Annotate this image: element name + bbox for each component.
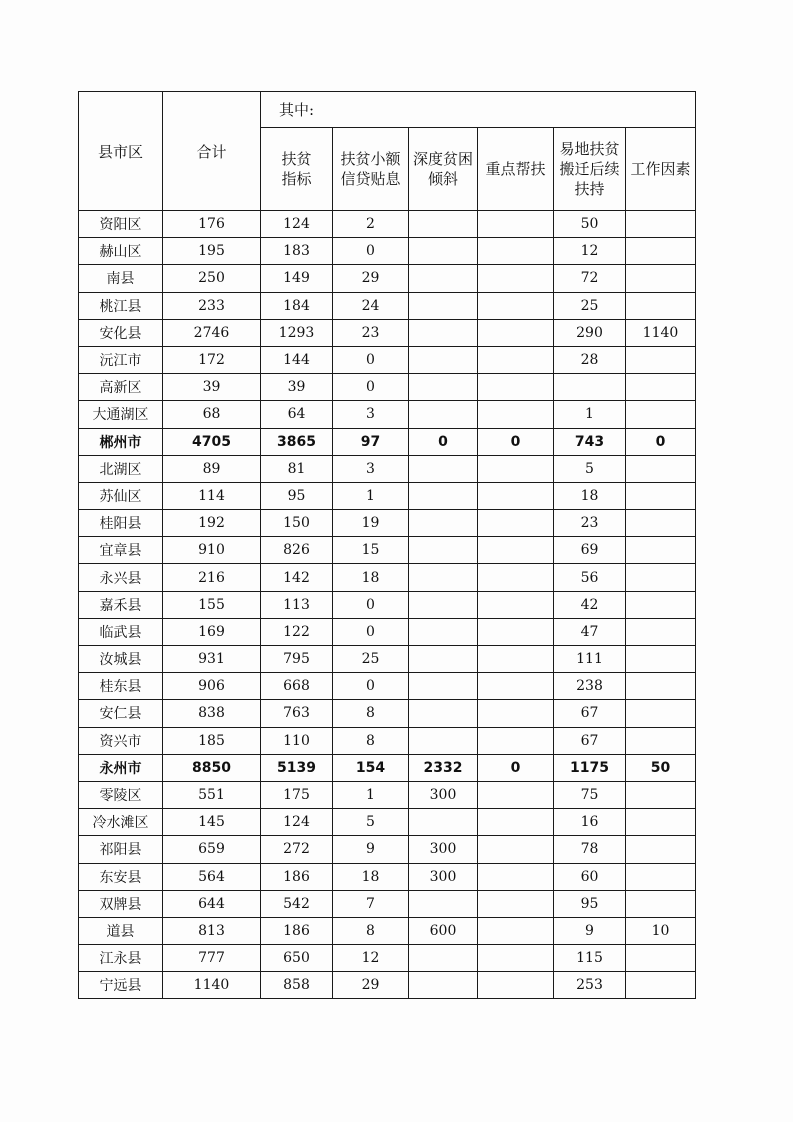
table-row: [79, 646, 696, 673]
work-factor-cell: [626, 537, 696, 564]
county-cell: 大通湖区: [79, 401, 163, 428]
county-cell: 汝城县: [79, 646, 163, 673]
table-row: [79, 482, 696, 509]
poverty-index-cell: 39: [261, 374, 333, 401]
county-cell: 道县: [79, 917, 163, 944]
header-poverty-index: [261, 128, 333, 211]
poverty-index-cell: 272: [261, 836, 333, 863]
work-factor-cell: [626, 945, 696, 972]
poverty-index-cell: 186: [261, 863, 333, 890]
table-row: [79, 809, 696, 836]
relocation-cell: 115: [554, 945, 626, 972]
total-cell: 169: [163, 618, 261, 645]
deep-poverty-cell: [409, 673, 478, 700]
total-cell: 250: [163, 265, 261, 292]
key-support-cell: [478, 809, 554, 836]
poverty-index-cell: 542: [261, 890, 333, 917]
header-relocation: [554, 128, 626, 211]
deep-poverty-cell: [409, 346, 478, 373]
work-factor-cell: [626, 346, 696, 373]
deep-poverty-cell: 600: [409, 917, 478, 944]
key-support-cell: [478, 945, 554, 972]
key-support-cell: [478, 890, 554, 917]
deep-poverty-cell: [409, 292, 478, 319]
table-body: [79, 211, 696, 999]
total-cell: 145: [163, 809, 261, 836]
deep-poverty-cell: 2332: [409, 754, 478, 781]
table-row: [79, 618, 696, 645]
relocation-cell: 23: [554, 510, 626, 537]
deep-poverty-cell: [409, 646, 478, 673]
table-row: [79, 537, 696, 564]
work-factor-cell: [626, 455, 696, 482]
poverty-index-cell: 763: [261, 700, 333, 727]
relocation-cell: 67: [554, 727, 626, 754]
relocation-cell: 25: [554, 292, 626, 319]
table-row: [79, 781, 696, 808]
deep-poverty-cell: [409, 809, 478, 836]
poverty-index-cell: 175: [261, 781, 333, 808]
poverty-index-cell: 95: [261, 482, 333, 509]
county-cell: 嘉禾县: [79, 591, 163, 618]
work-factor-cell: [626, 863, 696, 890]
deep-poverty-cell: [409, 727, 478, 754]
relocation-cell: 67: [554, 700, 626, 727]
work-factor-cell: [626, 292, 696, 319]
header-poverty-index-text: 扶贫 指标: [281, 150, 312, 188]
relocation-cell: 47: [554, 618, 626, 645]
poverty-index-cell: 144: [261, 346, 333, 373]
total-cell: 68: [163, 401, 261, 428]
county-cell: 祁阳县: [79, 836, 163, 863]
microcredit-cell: 29: [333, 265, 409, 292]
relocation-cell: 1: [554, 401, 626, 428]
work-factor-cell: [626, 591, 696, 618]
relocation-cell: 78: [554, 836, 626, 863]
deep-poverty-cell: 0: [409, 428, 478, 455]
poverty-index-cell: 149: [261, 265, 333, 292]
work-factor-cell: 0: [626, 428, 696, 455]
header-of-which: 其中:: [261, 92, 696, 128]
key-support-cell: [478, 564, 554, 591]
work-factor-cell: [626, 836, 696, 863]
microcredit-cell: 5: [333, 809, 409, 836]
table-row: [79, 700, 696, 727]
total-cell: 2746: [163, 319, 261, 346]
deep-poverty-cell: [409, 537, 478, 564]
key-support-cell: [478, 727, 554, 754]
county-cell: 永兴县: [79, 564, 163, 591]
work-factor-cell: [626, 781, 696, 808]
county-cell: 桃江县: [79, 292, 163, 319]
key-support-cell: [478, 510, 554, 537]
county-cell: 江永县: [79, 945, 163, 972]
work-factor-cell: [626, 564, 696, 591]
work-factor-cell: [626, 265, 696, 292]
poverty-index-cell: 3865: [261, 428, 333, 455]
poverty-index-cell: 186: [261, 917, 333, 944]
key-support-cell: [478, 863, 554, 890]
header-relocation-text: 易地扶贫 搬迁后续 扶持: [559, 140, 620, 198]
poverty-index-cell: 110: [261, 727, 333, 754]
microcredit-cell: 15: [333, 537, 409, 564]
county-cell: 郴州市: [79, 428, 163, 455]
table-row: [79, 917, 696, 944]
total-cell: 644: [163, 890, 261, 917]
microcredit-cell: 1: [333, 781, 409, 808]
key-support-cell: [478, 673, 554, 700]
total-cell: 910: [163, 537, 261, 564]
poverty-index-cell: 184: [261, 292, 333, 319]
total-cell: 564: [163, 863, 261, 890]
poverty-index-cell: 124: [261, 809, 333, 836]
relocation-cell: 16: [554, 809, 626, 836]
relocation-cell: 111: [554, 646, 626, 673]
county-cell: 桂阳县: [79, 510, 163, 537]
table-row: [79, 238, 696, 265]
relocation-cell: 9: [554, 917, 626, 944]
relocation-cell: 18: [554, 482, 626, 509]
microcredit-cell: 1: [333, 482, 409, 509]
work-factor-cell: 50: [626, 754, 696, 781]
poverty-index-cell: 1293: [261, 319, 333, 346]
key-support-cell: [478, 781, 554, 808]
county-cell: 零陵区: [79, 781, 163, 808]
work-factor-cell: [626, 618, 696, 645]
deep-poverty-cell: [409, 945, 478, 972]
county-cell: 桂东县: [79, 673, 163, 700]
county-cell: 赫山区: [79, 238, 163, 265]
header-total: 合计: [163, 92, 261, 211]
total-cell: 659: [163, 836, 261, 863]
microcredit-cell: 8: [333, 700, 409, 727]
key-support-cell: 0: [478, 754, 554, 781]
county-cell: 东安县: [79, 863, 163, 890]
table-row: [79, 319, 696, 346]
total-cell: 777: [163, 945, 261, 972]
total-cell: 114: [163, 482, 261, 509]
table-row: [79, 863, 696, 890]
table-row: [79, 673, 696, 700]
county-cell: 安化县: [79, 319, 163, 346]
total-cell: 4705: [163, 428, 261, 455]
poverty-index-cell: 183: [261, 238, 333, 265]
key-support-cell: [478, 401, 554, 428]
microcredit-cell: 154: [333, 754, 409, 781]
key-support-cell: [478, 238, 554, 265]
total-cell: 931: [163, 646, 261, 673]
table-row: [79, 510, 696, 537]
work-factor-cell: [626, 700, 696, 727]
county-cell: 宜章县: [79, 537, 163, 564]
deep-poverty-cell: [409, 510, 478, 537]
relocation-cell: 72: [554, 265, 626, 292]
key-support-cell: [478, 211, 554, 238]
header-deep-poverty-text: 深度贫困 倾斜: [412, 150, 473, 188]
table-row: [79, 591, 696, 618]
microcredit-cell: 0: [333, 238, 409, 265]
total-cell: 195: [163, 238, 261, 265]
microcredit-cell: 18: [333, 863, 409, 890]
work-factor-cell: [626, 510, 696, 537]
header-work-factor-text: 工作因素: [630, 160, 691, 178]
microcredit-cell: 3: [333, 455, 409, 482]
total-cell: 39: [163, 374, 261, 401]
key-support-cell: 0: [478, 428, 554, 455]
total-cell: 1140: [163, 972, 261, 999]
microcredit-cell: 7: [333, 890, 409, 917]
deep-poverty-cell: 300: [409, 781, 478, 808]
key-support-cell: [478, 455, 554, 482]
header-work-factor: [626, 128, 696, 211]
poverty-index-cell: 122: [261, 618, 333, 645]
relocation-cell: 60: [554, 863, 626, 890]
deep-poverty-cell: [409, 374, 478, 401]
deep-poverty-cell: 300: [409, 836, 478, 863]
header-microcredit-text: 扶贫小额 信贷贴息: [340, 150, 401, 188]
county-cell: 宁远县: [79, 972, 163, 999]
poverty-index-cell: 668: [261, 673, 333, 700]
work-factor-cell: [626, 374, 696, 401]
deep-poverty-cell: [409, 319, 478, 346]
work-factor-cell: [626, 482, 696, 509]
work-factor-cell: 1140: [626, 319, 696, 346]
table-row: [79, 211, 696, 238]
work-factor-cell: [626, 673, 696, 700]
key-support-cell: [478, 537, 554, 564]
deep-poverty-cell: [409, 482, 478, 509]
key-support-cell: [478, 482, 554, 509]
microcredit-cell: 23: [333, 319, 409, 346]
microcredit-cell: 0: [333, 374, 409, 401]
key-support-cell: [478, 917, 554, 944]
poverty-index-cell: 795: [261, 646, 333, 673]
deep-poverty-cell: [409, 564, 478, 591]
county-cell: 永州市: [79, 754, 163, 781]
poverty-index-cell: 650: [261, 945, 333, 972]
relocation-cell: 743: [554, 428, 626, 455]
microcredit-cell: 97: [333, 428, 409, 455]
total-cell: 8850: [163, 754, 261, 781]
table-row: [79, 292, 696, 319]
table-row: [79, 455, 696, 482]
poverty-index-cell: 826: [261, 537, 333, 564]
relocation-cell: 1175: [554, 754, 626, 781]
work-factor-cell: 10: [626, 917, 696, 944]
microcredit-cell: 8: [333, 727, 409, 754]
county-cell: 南县: [79, 265, 163, 292]
microcredit-cell: 3: [333, 401, 409, 428]
total-cell: 185: [163, 727, 261, 754]
deep-poverty-cell: [409, 265, 478, 292]
microcredit-cell: 18: [333, 564, 409, 591]
key-support-cell: [478, 591, 554, 618]
allocation-table: [78, 91, 696, 999]
key-support-cell: [478, 292, 554, 319]
header-microcredit: [333, 128, 409, 211]
microcredit-cell: 8: [333, 917, 409, 944]
microcredit-cell: 12: [333, 945, 409, 972]
county-cell: 临武县: [79, 618, 163, 645]
county-cell: 双牌县: [79, 890, 163, 917]
key-support-cell: [478, 374, 554, 401]
deep-poverty-cell: [409, 211, 478, 238]
table-row: [79, 374, 696, 401]
table-row: [79, 265, 696, 292]
relocation-cell: 238: [554, 673, 626, 700]
deep-poverty-cell: [409, 455, 478, 482]
key-support-cell: [478, 700, 554, 727]
total-cell: 176: [163, 211, 261, 238]
table-row: [79, 564, 696, 591]
key-support-cell: [478, 972, 554, 999]
relocation-cell: 69: [554, 537, 626, 564]
key-support-cell: [478, 346, 554, 373]
work-factor-cell: [626, 727, 696, 754]
county-cell: 资兴市: [79, 727, 163, 754]
county-cell: 高新区: [79, 374, 163, 401]
total-cell: 216: [163, 564, 261, 591]
microcredit-cell: 0: [333, 618, 409, 645]
table-row: [79, 972, 696, 999]
deep-poverty-cell: 300: [409, 863, 478, 890]
work-factor-cell: [626, 890, 696, 917]
microcredit-cell: 0: [333, 591, 409, 618]
key-support-cell: [478, 265, 554, 292]
total-cell: 813: [163, 917, 261, 944]
header-county: 县市区: [79, 92, 163, 211]
work-factor-cell: [626, 972, 696, 999]
relocation-cell: 75: [554, 781, 626, 808]
microcredit-cell: 29: [333, 972, 409, 999]
deep-poverty-cell: [409, 700, 478, 727]
deep-poverty-cell: [409, 238, 478, 265]
poverty-index-cell: 150: [261, 510, 333, 537]
county-cell: 苏仙区: [79, 482, 163, 509]
county-cell: 冷水滩区: [79, 809, 163, 836]
key-support-cell: [478, 618, 554, 645]
key-support-cell: [478, 836, 554, 863]
poverty-index-cell: 124: [261, 211, 333, 238]
microcredit-cell: 25: [333, 646, 409, 673]
deep-poverty-cell: [409, 972, 478, 999]
total-cell: 192: [163, 510, 261, 537]
county-cell: 安仁县: [79, 700, 163, 727]
relocation-cell: 12: [554, 238, 626, 265]
microcredit-cell: 19: [333, 510, 409, 537]
deep-poverty-cell: [409, 618, 478, 645]
microcredit-cell: 0: [333, 346, 409, 373]
relocation-cell: 290: [554, 319, 626, 346]
work-factor-cell: [626, 238, 696, 265]
total-cell: 233: [163, 292, 261, 319]
table-row: [79, 890, 696, 917]
relocation-cell: 95: [554, 890, 626, 917]
total-cell: 172: [163, 346, 261, 373]
header-deep-poverty: [409, 128, 478, 211]
work-factor-cell: [626, 646, 696, 673]
county-cell: 资阳区: [79, 211, 163, 238]
total-cell: 838: [163, 700, 261, 727]
poverty-index-cell: 5139: [261, 754, 333, 781]
total-cell: 551: [163, 781, 261, 808]
microcredit-cell: 2: [333, 211, 409, 238]
microcredit-cell: 0: [333, 673, 409, 700]
relocation-cell: 56: [554, 564, 626, 591]
relocation-cell: 253: [554, 972, 626, 999]
poverty-index-cell: 113: [261, 591, 333, 618]
table-row: [79, 836, 696, 863]
table-row: [79, 727, 696, 754]
relocation-cell: 42: [554, 591, 626, 618]
poverty-index-cell: 81: [261, 455, 333, 482]
work-factor-cell: [626, 401, 696, 428]
total-cell: 89: [163, 455, 261, 482]
header-key-support-text: 重点帮扶: [485, 160, 546, 178]
poverty-index-cell: 858: [261, 972, 333, 999]
table-row: [79, 428, 696, 455]
table-row: [79, 401, 696, 428]
microcredit-cell: 9: [333, 836, 409, 863]
key-support-cell: [478, 646, 554, 673]
total-cell: 906: [163, 673, 261, 700]
deep-poverty-cell: [409, 401, 478, 428]
key-support-cell: [478, 319, 554, 346]
total-cell: 155: [163, 591, 261, 618]
relocation-cell: 50: [554, 211, 626, 238]
work-factor-cell: [626, 809, 696, 836]
relocation-cell: [554, 374, 626, 401]
table-row: [79, 754, 696, 781]
table-row: [79, 945, 696, 972]
county-cell: 北湖区: [79, 455, 163, 482]
relocation-cell: 28: [554, 346, 626, 373]
microcredit-cell: 24: [333, 292, 409, 319]
relocation-cell: 5: [554, 455, 626, 482]
work-factor-cell: [626, 211, 696, 238]
header-key-support: [478, 128, 554, 211]
poverty-index-cell: 64: [261, 401, 333, 428]
table-row: [79, 346, 696, 373]
county-cell: 沅江市: [79, 346, 163, 373]
deep-poverty-cell: [409, 591, 478, 618]
deep-poverty-cell: [409, 890, 478, 917]
poverty-index-cell: 142: [261, 564, 333, 591]
